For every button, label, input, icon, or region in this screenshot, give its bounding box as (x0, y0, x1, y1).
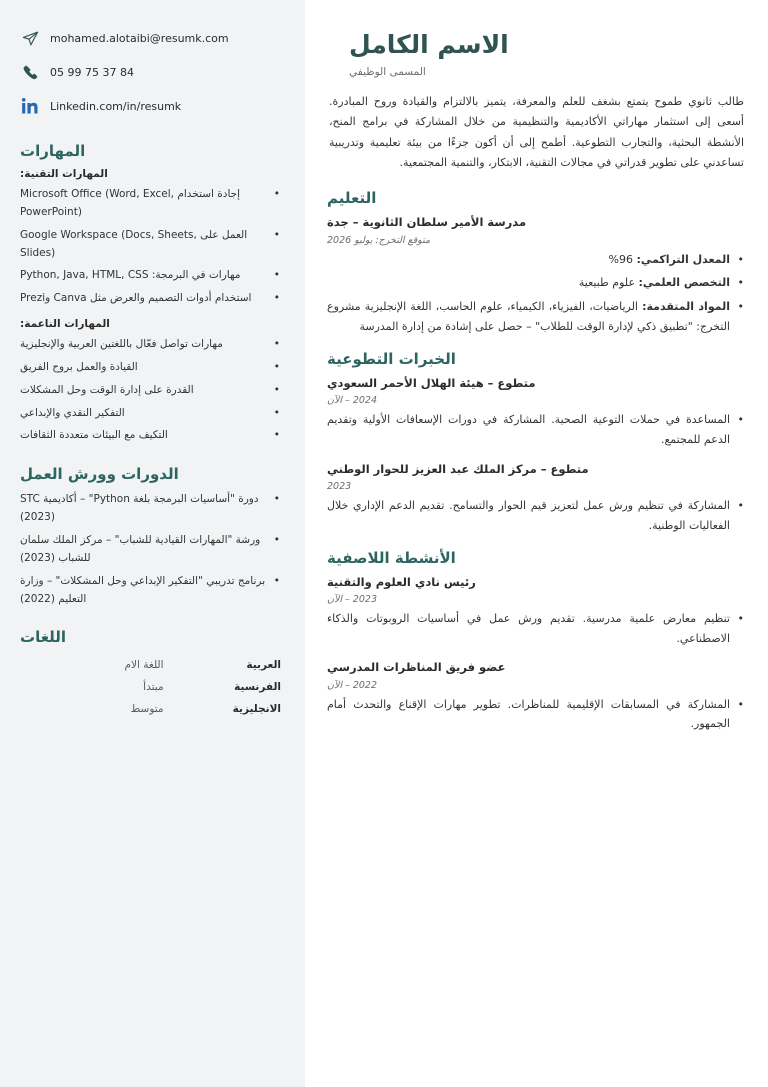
header (327, 30, 746, 78)
section-education (327, 189, 746, 336)
bullet-label: المعدل التراكمي: (636, 252, 730, 266)
list-item: • القدرة على إدارة الوقت وحل المشكلات (20, 382, 281, 400)
contact-row-linkedin[interactable] (20, 96, 281, 116)
list-item (327, 297, 746, 337)
section-skills (20, 142, 281, 445)
list-item: • مهارات في البرمجة: Python, Java, HTML, CSS (20, 267, 281, 285)
contact-linkedin-value: Linkedin.com/in/resumk (50, 99, 182, 113)
section-activities (327, 549, 746, 735)
languages-title: اللغات (20, 628, 67, 647)
summary-text: طالب ثانوي طموح يتمتع بشغف للعلم والمعرفة، يتميز بالالتزام والقيادة وروح المبادرة. أسعى إلى استثمار مهاراتي الأكاديمية والتنظيمية من خلال المشاركة في برامج المنح، الأنشطة البحثية، والتجارب التطوعية. أطمح إلى أن أكون جزءًا من بيئة تعليمية وتدريبية تساعدني على تطوير قدراتي في مجالات التقنية، الابتكار، والتنمية المجتمعية. (329, 95, 744, 170)
section-courses (20, 465, 281, 608)
bullet-text: علوم طبيعية (578, 276, 639, 290)
list-item: • مهارات تواصل فعّال باللغتين العربية والإنجليزية (20, 336, 281, 354)
entry-title: متطوع – مركز الملك عبد العزيز للحوار الوطني (327, 461, 589, 476)
job-title: المسمى الوظيفي (349, 66, 426, 78)
courses-title: الدورات وورش العمل (20, 465, 179, 484)
volunteering-bullets (327, 410, 746, 450)
contact-row-phone[interactable] (20, 62, 281, 82)
volunteering-entry (327, 461, 746, 536)
entry-title: عضو فريق المناظرات المدرسي (327, 660, 506, 675)
list-item: • تنظيم معارض علمية مدرسية. تقديم ورش عمل في أساسيات الروبوتات والذكاء الاصطناعي. (327, 609, 746, 649)
activity-entry (327, 574, 746, 649)
table-row (20, 654, 281, 676)
bullet-text: 96% (608, 252, 637, 266)
main-content (305, 0, 768, 1087)
entry-title: رئيس نادي العلوم والتقنية (327, 574, 476, 589)
list-item (327, 250, 746, 270)
list-item: • المشاركة في المسابقات الإقليمية للمناظرات. تطوير مهارات الإقناع والتحدث أمام الجمهور. (327, 695, 746, 735)
education-title: التعليم (327, 189, 377, 208)
list-item: • ورشة "المهارات القيادية للشباب" – مركز الملك سلمان للشباب (2023) (20, 532, 281, 568)
list-item: • استخدام أدوات التصميم والعرض مثل Canva وPrezi (20, 290, 281, 308)
contact-list (20, 28, 281, 116)
activities-title: الأنشطة اللاصفية (327, 548, 456, 567)
page-title: الاسم الكامل (349, 30, 509, 59)
list-item: • برنامج تدريبي "التفكير الإبداعي وحل المشكلات" – وزارة التعليم (2022) (20, 573, 281, 609)
phone-icon (20, 62, 40, 82)
soft-skills-label: المهارات الناعمة: (20, 318, 110, 331)
section-volunteering (327, 350, 746, 536)
entry-date: 2024 – الآن (327, 395, 378, 407)
courses-list (20, 491, 281, 608)
contact-phone-value: 05 99 75 37 84 (50, 65, 134, 79)
table-row (20, 676, 281, 698)
language-name: العربية (246, 659, 281, 672)
education-entry (327, 214, 746, 336)
volunteering-bullets (327, 496, 746, 536)
list-item: • المساعدة في حملات التوعية الصحية. المشاركة في دورات الإسعافات الأولية وتقديم الدعم للمجتمع. (327, 410, 746, 450)
education-bullets (327, 250, 746, 337)
list-item: • العمل على Google Workspace (Docs, Sheets, Slides) (20, 227, 281, 263)
table-row (20, 698, 281, 720)
language-level: اللغة الام (124, 659, 164, 672)
languages-table (20, 654, 281, 720)
entry-date: 2022 – الآن (327, 679, 378, 691)
list-item: • دورة "أساسيات البرمجة بلغة Python" – أكاديمية STC (2023) (20, 491, 281, 527)
entry-title: متطوع – هيئة الهلال الأحمر السعودي (327, 375, 536, 390)
technical-skills-label: المهارات التقنية: (20, 168, 108, 180)
language-name: الانجليزية (232, 703, 281, 716)
language-name: الفرنسية (234, 681, 281, 694)
list-item: • التكيف مع البيئات متعددة الثقافات (20, 427, 281, 445)
language-level: مبتدأ (143, 681, 164, 694)
list-item: • القيادة والعمل بروح الفريق (20, 359, 281, 377)
entry-date: 2023 (327, 480, 352, 492)
entry-title: مدرسة الأمير سلطان الثانوية – جدة (327, 215, 527, 230)
soft-skills-list (20, 336, 281, 445)
volunteering-title: الخبرات التطوعية (327, 349, 456, 368)
paper-plane-icon (20, 28, 40, 48)
list-item: • التفكير النقدي والإبداعي (20, 405, 281, 423)
list-item: • المشاركة في تنظيم ورش عمل لتعزيز قيم الحوار والتسامح. تقديم الدعم الإداري خلال الفعاليات الوطنية. (327, 496, 746, 536)
activity-bullets (327, 609, 746, 649)
list-item (327, 273, 746, 293)
bullet-label: المواد المتقدمة: (642, 300, 731, 314)
bullet-text: الرياضيات، الفيزياء، الكيمياء، علوم الحاسب، اللغة الإنجليزية مشروع التخرج: "تطبيق ذكي لإدارة الوقت للطلاب" – حصل على إشادة من إدارة المدرسة (327, 300, 730, 334)
entry-date: 2023 – الآن (327, 593, 378, 605)
linkedin-icon (20, 96, 40, 116)
activity-entry (327, 659, 746, 734)
activity-bullets (327, 695, 746, 735)
contact-row-email[interactable] (20, 28, 281, 48)
skills-title: المهارات (20, 142, 86, 160)
section-languages (20, 628, 281, 720)
bullet-label: التخصص العلمي: (638, 276, 730, 290)
sidebar (0, 0, 305, 1087)
entry-date: متوقع التخرج: يوليو 2026 (327, 234, 431, 246)
contact-email-value: mohamed.alotaibi@resumk.com (50, 31, 229, 45)
list-item: • إجادة استخدام Microsoft Office (Word, Excel, PowerPoint) (20, 186, 281, 222)
technical-skills-list (20, 186, 281, 308)
language-level: متوسط (130, 703, 164, 716)
volunteering-entry (327, 375, 746, 450)
